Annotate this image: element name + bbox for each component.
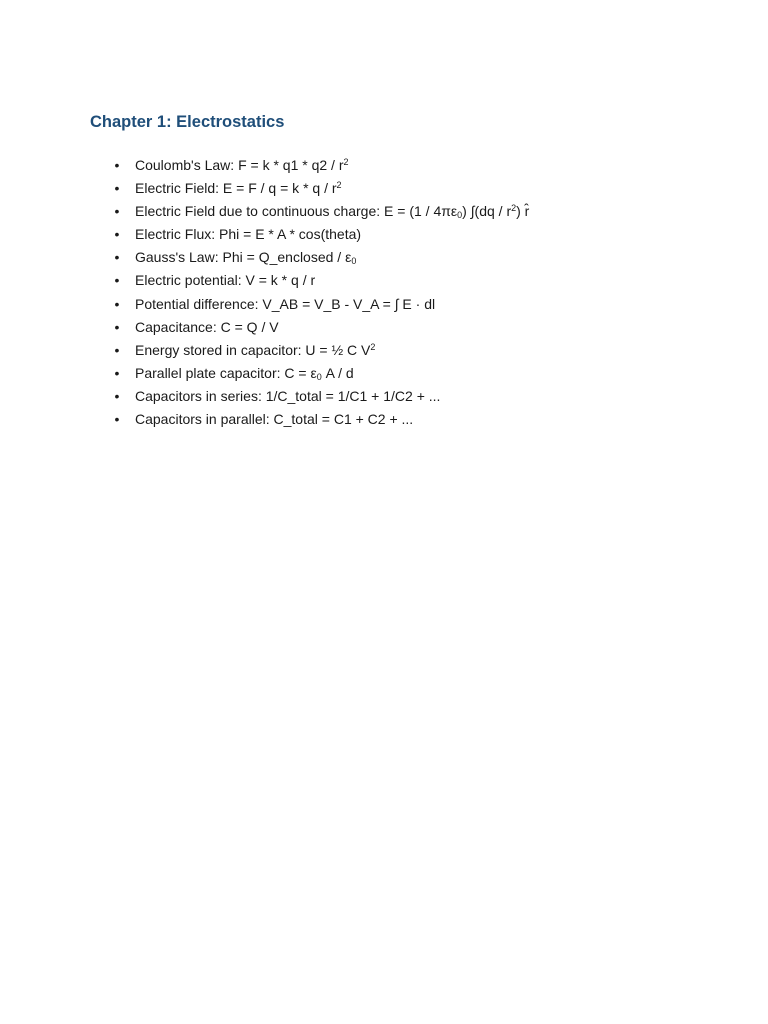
formula-label: Gauss's Law: <box>135 249 223 266</box>
formula-label: Electric Flux: <box>135 226 220 243</box>
formula-expression: C = Q / V <box>220 318 279 335</box>
formula-superscript: 2 <box>370 341 376 352</box>
formula-label: Capacitors in parallel: <box>135 411 274 428</box>
formula-capacitors-series <box>112 385 529 408</box>
bullet-icon: • <box>114 341 120 358</box>
formula-electric-flux <box>112 223 529 246</box>
bullet-icon: • <box>114 364 120 381</box>
formula-expression: U = ½ C V <box>305 341 371 358</box>
formula-subscript: 0 <box>316 371 322 382</box>
formula-continuous-charge-field <box>112 200 529 223</box>
formula-electric-potential <box>112 269 529 292</box>
formula-label: Electric potential: <box>135 272 246 289</box>
bullet-icon: • <box>114 203 120 220</box>
formula-expression-part: C = ε <box>284 364 317 381</box>
formula-expression: 1/C_total = 1/C1 + 1/C2 + ... <box>265 387 441 404</box>
formula-expression-part: ) ∫(dq / r <box>462 203 512 220</box>
formula-expression-part: E = (1 / 4πε <box>384 203 458 220</box>
bullet-icon: • <box>114 272 120 289</box>
formula-label: Coulomb's Law: <box>135 157 239 173</box>
formula-label: Energy stored in capacitor: <box>135 341 306 358</box>
formula-gauss-law <box>112 246 529 269</box>
formula-expression-part: ) r̂ <box>516 203 530 220</box>
formula-electric-field <box>112 177 529 200</box>
bullet-icon: • <box>114 249 120 266</box>
formula-potential-difference <box>112 293 529 316</box>
bullet-icon: • <box>114 411 120 428</box>
formula-expression-part: A / d <box>321 364 354 381</box>
formula-energy-stored <box>112 339 529 362</box>
bullet-icon: • <box>114 318 120 335</box>
formula-label: Electric Field: <box>135 180 223 197</box>
formula-expression: F = k * q1 * q2 / r <box>238 157 344 173</box>
formula-label: Potential difference: <box>135 295 263 312</box>
formula-label: Parallel plate capacitor: <box>135 364 285 381</box>
formula-label: Capacitors in series: <box>135 387 266 404</box>
formula-coulombs-law <box>112 154 529 177</box>
bullet-icon: • <box>114 295 120 312</box>
bullet-icon: • <box>114 180 120 197</box>
formula-capacitors-parallel <box>112 408 529 431</box>
formula-subscript: 0 <box>457 210 463 221</box>
formula-capacitance <box>112 316 529 339</box>
formula-expression: Phi = E * A * cos(theta) <box>219 226 362 243</box>
formula-expression: V_AB = V_B - V_A = ∫ E · dl <box>262 295 436 312</box>
formula-expression: C_total = C1 + C2 + ... <box>273 411 414 428</box>
bullet-icon: • <box>114 387 120 404</box>
chapter-title: Chapter 1: Electrostatics <box>90 113 285 131</box>
formula-expression: V = k * q / r <box>245 272 316 289</box>
formula-superscript: 2 <box>511 203 517 214</box>
formula-superscript: 2 <box>343 157 349 167</box>
bullet-icon: • <box>114 226 120 243</box>
formula-list <box>112 154 529 431</box>
formula-subscript: 0 <box>351 256 357 267</box>
formula-label: Electric Field due to continuous charge: <box>135 203 385 220</box>
bullet-icon: • <box>114 157 120 173</box>
formula-label: Capacitance: <box>135 318 221 335</box>
formula-expression: E = F / q = k * q / r <box>222 180 337 197</box>
formula-superscript: 2 <box>336 180 342 191</box>
formula-expression: Phi = Q_enclosed / ε <box>222 249 352 266</box>
formula-parallel-plate-capacitor <box>112 362 529 385</box>
